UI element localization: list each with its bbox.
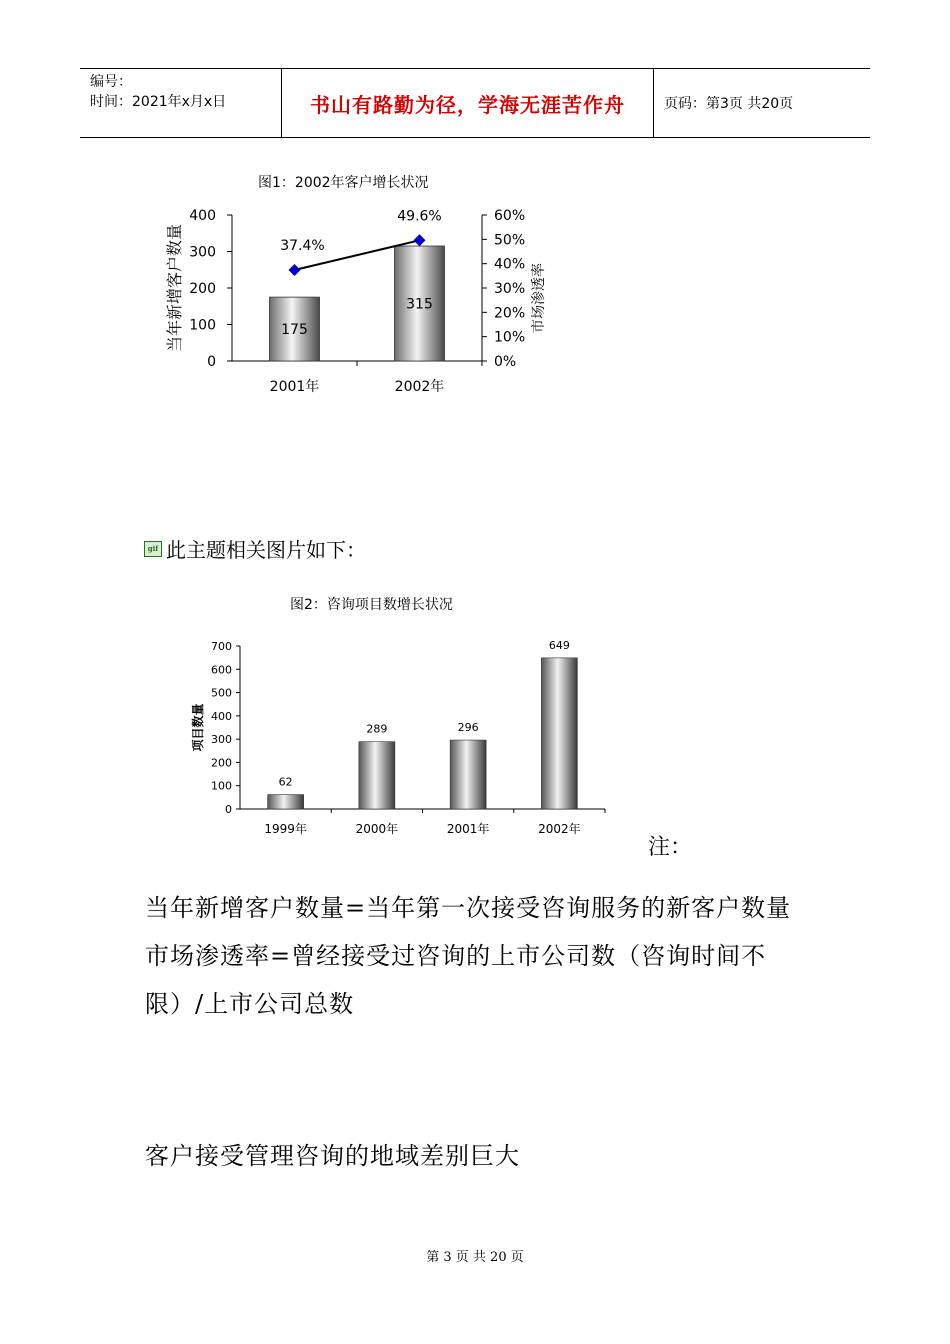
chart1-y-tick-label: 100 xyxy=(189,317,216,334)
chart2 xyxy=(180,622,640,852)
chart1-bar-label: 175 xyxy=(281,322,308,339)
chart1-y2-tick-label: 10% xyxy=(494,329,526,346)
chart2-bar xyxy=(359,742,395,809)
chart1-y2-tick-label: 0% xyxy=(494,354,517,370)
definition-line-3: 限）/上市公司总数 xyxy=(145,990,355,1018)
header-meta xyxy=(80,69,282,137)
image-caption xyxy=(144,534,366,563)
chart2-bar xyxy=(450,740,486,809)
chart2-bar-label: 649 xyxy=(548,638,570,652)
chart1-y2-tick-label: 20% xyxy=(494,305,526,322)
chart1-y2-tick-label: 40% xyxy=(494,256,526,273)
chart1-y-axis-title: 当年新增客户数量 xyxy=(165,223,184,353)
time-label: 时间：2021年x月x日 xyxy=(90,94,227,110)
chart1-y2-tick-label: 50% xyxy=(494,232,526,249)
chart2-bar xyxy=(541,658,577,809)
chart1-line-label: 37.4% xyxy=(280,237,325,254)
chart2-y-axis-title: 项目数量 xyxy=(191,703,205,752)
chart2-y-tick-label: 600 xyxy=(211,663,232,677)
chart1-y-tick-label: 200 xyxy=(189,281,216,297)
caption-text: 此主题相关图片如下： xyxy=(166,538,366,562)
chart2-y-tick-label: 400 xyxy=(211,709,232,723)
chart2-bar-label: 296 xyxy=(457,721,479,735)
number-label: 编号： xyxy=(90,74,132,90)
chart1-y2-tick-label: 60% xyxy=(494,208,526,224)
chart1-line-point xyxy=(414,234,426,246)
chart2-y-tick-label: 300 xyxy=(211,733,232,747)
chart2-y-tick-label: 700 xyxy=(211,640,232,653)
chart1-y-tick-label: 400 xyxy=(189,208,216,224)
chart2-y-tick-label: 100 xyxy=(211,779,232,793)
chart2-x-tick-label: 1999年 xyxy=(264,822,307,836)
page-header xyxy=(80,68,870,138)
chart1-bar-label: 315 xyxy=(406,296,433,313)
chart1-y2-tick-label: 30% xyxy=(494,281,526,297)
chart1-title: 图1：2002年客户增长状况 xyxy=(258,175,429,191)
section-heading: 客户接受管理咨询的地域差别巨大 xyxy=(145,1142,520,1170)
chart2-y-tick-label: 0 xyxy=(225,803,232,816)
chart2-x-tick-label: 2002年 xyxy=(538,822,581,836)
chart2-bar xyxy=(268,795,304,809)
chart1 xyxy=(150,200,570,430)
header-motto: 书山有路勤为径，学海无涯苦作舟 xyxy=(282,69,654,137)
note-label: 注： xyxy=(648,835,693,860)
page-footer: 第 3 页 共 20 页 xyxy=(426,1250,524,1265)
gif-image-icon[interactable]: gif xyxy=(144,541,162,557)
chart1-line-point xyxy=(289,264,301,276)
chart2-y-tick-label: 200 xyxy=(211,756,232,770)
chart2-x-tick-label: 2000年 xyxy=(355,822,399,836)
chart2-bar-label: 289 xyxy=(366,722,388,736)
chart1-y-tick-label: 0 xyxy=(207,354,216,370)
chart1-y2-axis-title: 市场渗透率 xyxy=(531,263,547,333)
chart1-x-tick-label: 2001年 xyxy=(269,379,320,395)
chart2-title: 图2：咨询项目数增长状况 xyxy=(290,597,453,613)
chart1-line-label: 49.6% xyxy=(397,208,442,225)
chart2-x-tick-label: 2001年 xyxy=(446,822,490,836)
chart1-x-tick-label: 2002年 xyxy=(394,379,445,395)
definition-line-2: 市场渗透率=曾经接受过咨询的上市公司数（咨询时间不 xyxy=(145,942,767,970)
header-page-label: 页码：第3页 共20页 xyxy=(664,96,794,112)
chart1-y-tick-label: 300 xyxy=(189,244,216,261)
chart2-bar-label: 62 xyxy=(278,775,293,789)
definition-line-1: 当年新增客户数量=当年第一次接受咨询服务的新客户数量 xyxy=(145,894,792,922)
chart2-y-tick-label: 500 xyxy=(211,686,232,700)
